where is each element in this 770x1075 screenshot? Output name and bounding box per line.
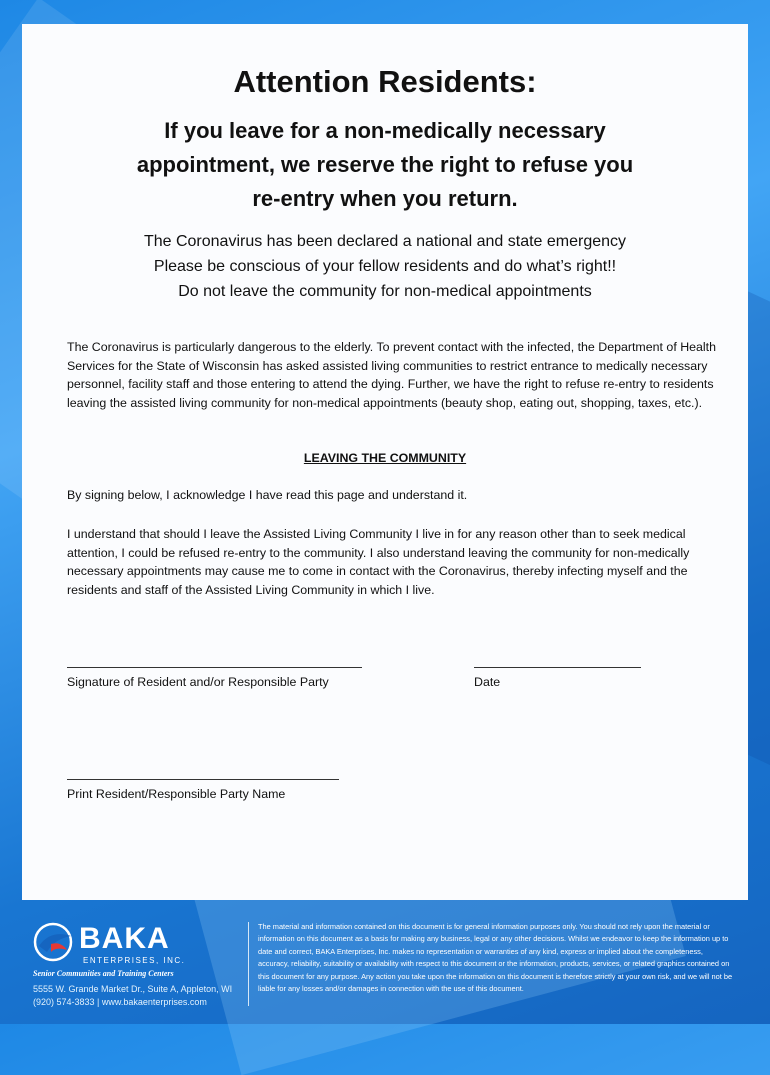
footer-divider [248,922,249,1006]
logo-tagline: Senior Communities and Training Centers [33,969,174,978]
company-phone-website: (920) 574-3833 | www.bakaenterprises.com [33,997,207,1007]
logo-wordmark: BAKA [79,922,170,955]
notice-line: The Coronavirus has been declared a national and state emergency [143,233,627,250]
company-contact [33,983,232,1009]
print-name-line[interactable] [67,779,339,780]
bird-logo-icon [33,922,77,966]
print-name-label: Print Resident/Responsible Party Name [67,787,286,801]
subtitle-line: appointment, we reserve the right to refuse you [136,152,634,177]
signature-line[interactable] [67,667,362,668]
coronavirus-paragraph: The Coronavirus is particularly dangerous to the elderly. To prevent contact with the infected, the Department of Health Services for the State of Wisconsin has asked assisted living communities to restrict entrance to medically necessary personnel, facility staff and those entering to attend the dying. Further, we have the right to refuse re-entry to residents leaving the assisted living community for non-medical appointments (beauty shop, eating out, shopping, taxes, etc.). [67,340,717,410]
notices-block [42,229,728,304]
notice-line: Do not leave the community for non-medical appointments [178,283,592,300]
page-title: Attention Residents: [233,64,537,99]
understanding-paragraph: I understand that should I leave the Assisted Living Community I live in for any reason other than to seek medical attention, I could be refused re-entry to the community. I also understand leaving the community for non-medically necessary appointments may cause me to come in contact with the Coronavirus, thereby infecting myself and the residents and staff of the Assisted Living Community in which I live. [67,527,690,597]
company-address: 5555 W. Grande Market Dr., Suite A, Appleton, WI [33,984,233,994]
subtitle-line: re-entry when you return. [252,186,518,211]
logo-subtitle: ENTERPRISES, INC. [83,956,186,965]
section-heading: LEAVING THE COMMUNITY [303,451,467,465]
disclaimer-text: The material and information contained on this document is for general information purposes only. You should not rely upon the material or information on this document as a basis for making any business, legal or any other decisions. Whilst we endeavor to keep the information up to date and correct, BAKA Enterprises, Inc. makes no representation or warranties of any kind, express or implied about the completeness, accuracy, reliability, suitability or availability with respect to this document or the information, products, services, or related graphics contained on this document for any purpose. Any action you take upon the information on this document is therefore strictly at your own risk, and we will not be liable for any losses and/or damages in connection with the use of this document. [258,922,733,994]
subtitle-line: If you leave for a non-medically necessary [164,118,606,143]
date-label: Date [474,675,501,689]
notice-line: Please be conscious of your fellow residents and do what’s right!! [153,258,617,275]
document-page [22,24,748,900]
warning-subtitle [82,114,688,216]
signature-label: Signature of Resident and/or Responsible Party [67,675,329,689]
date-line[interactable] [474,667,641,668]
acknowledgement-text: By signing below, I acknowledge I have read this page and understand it. [67,488,468,502]
